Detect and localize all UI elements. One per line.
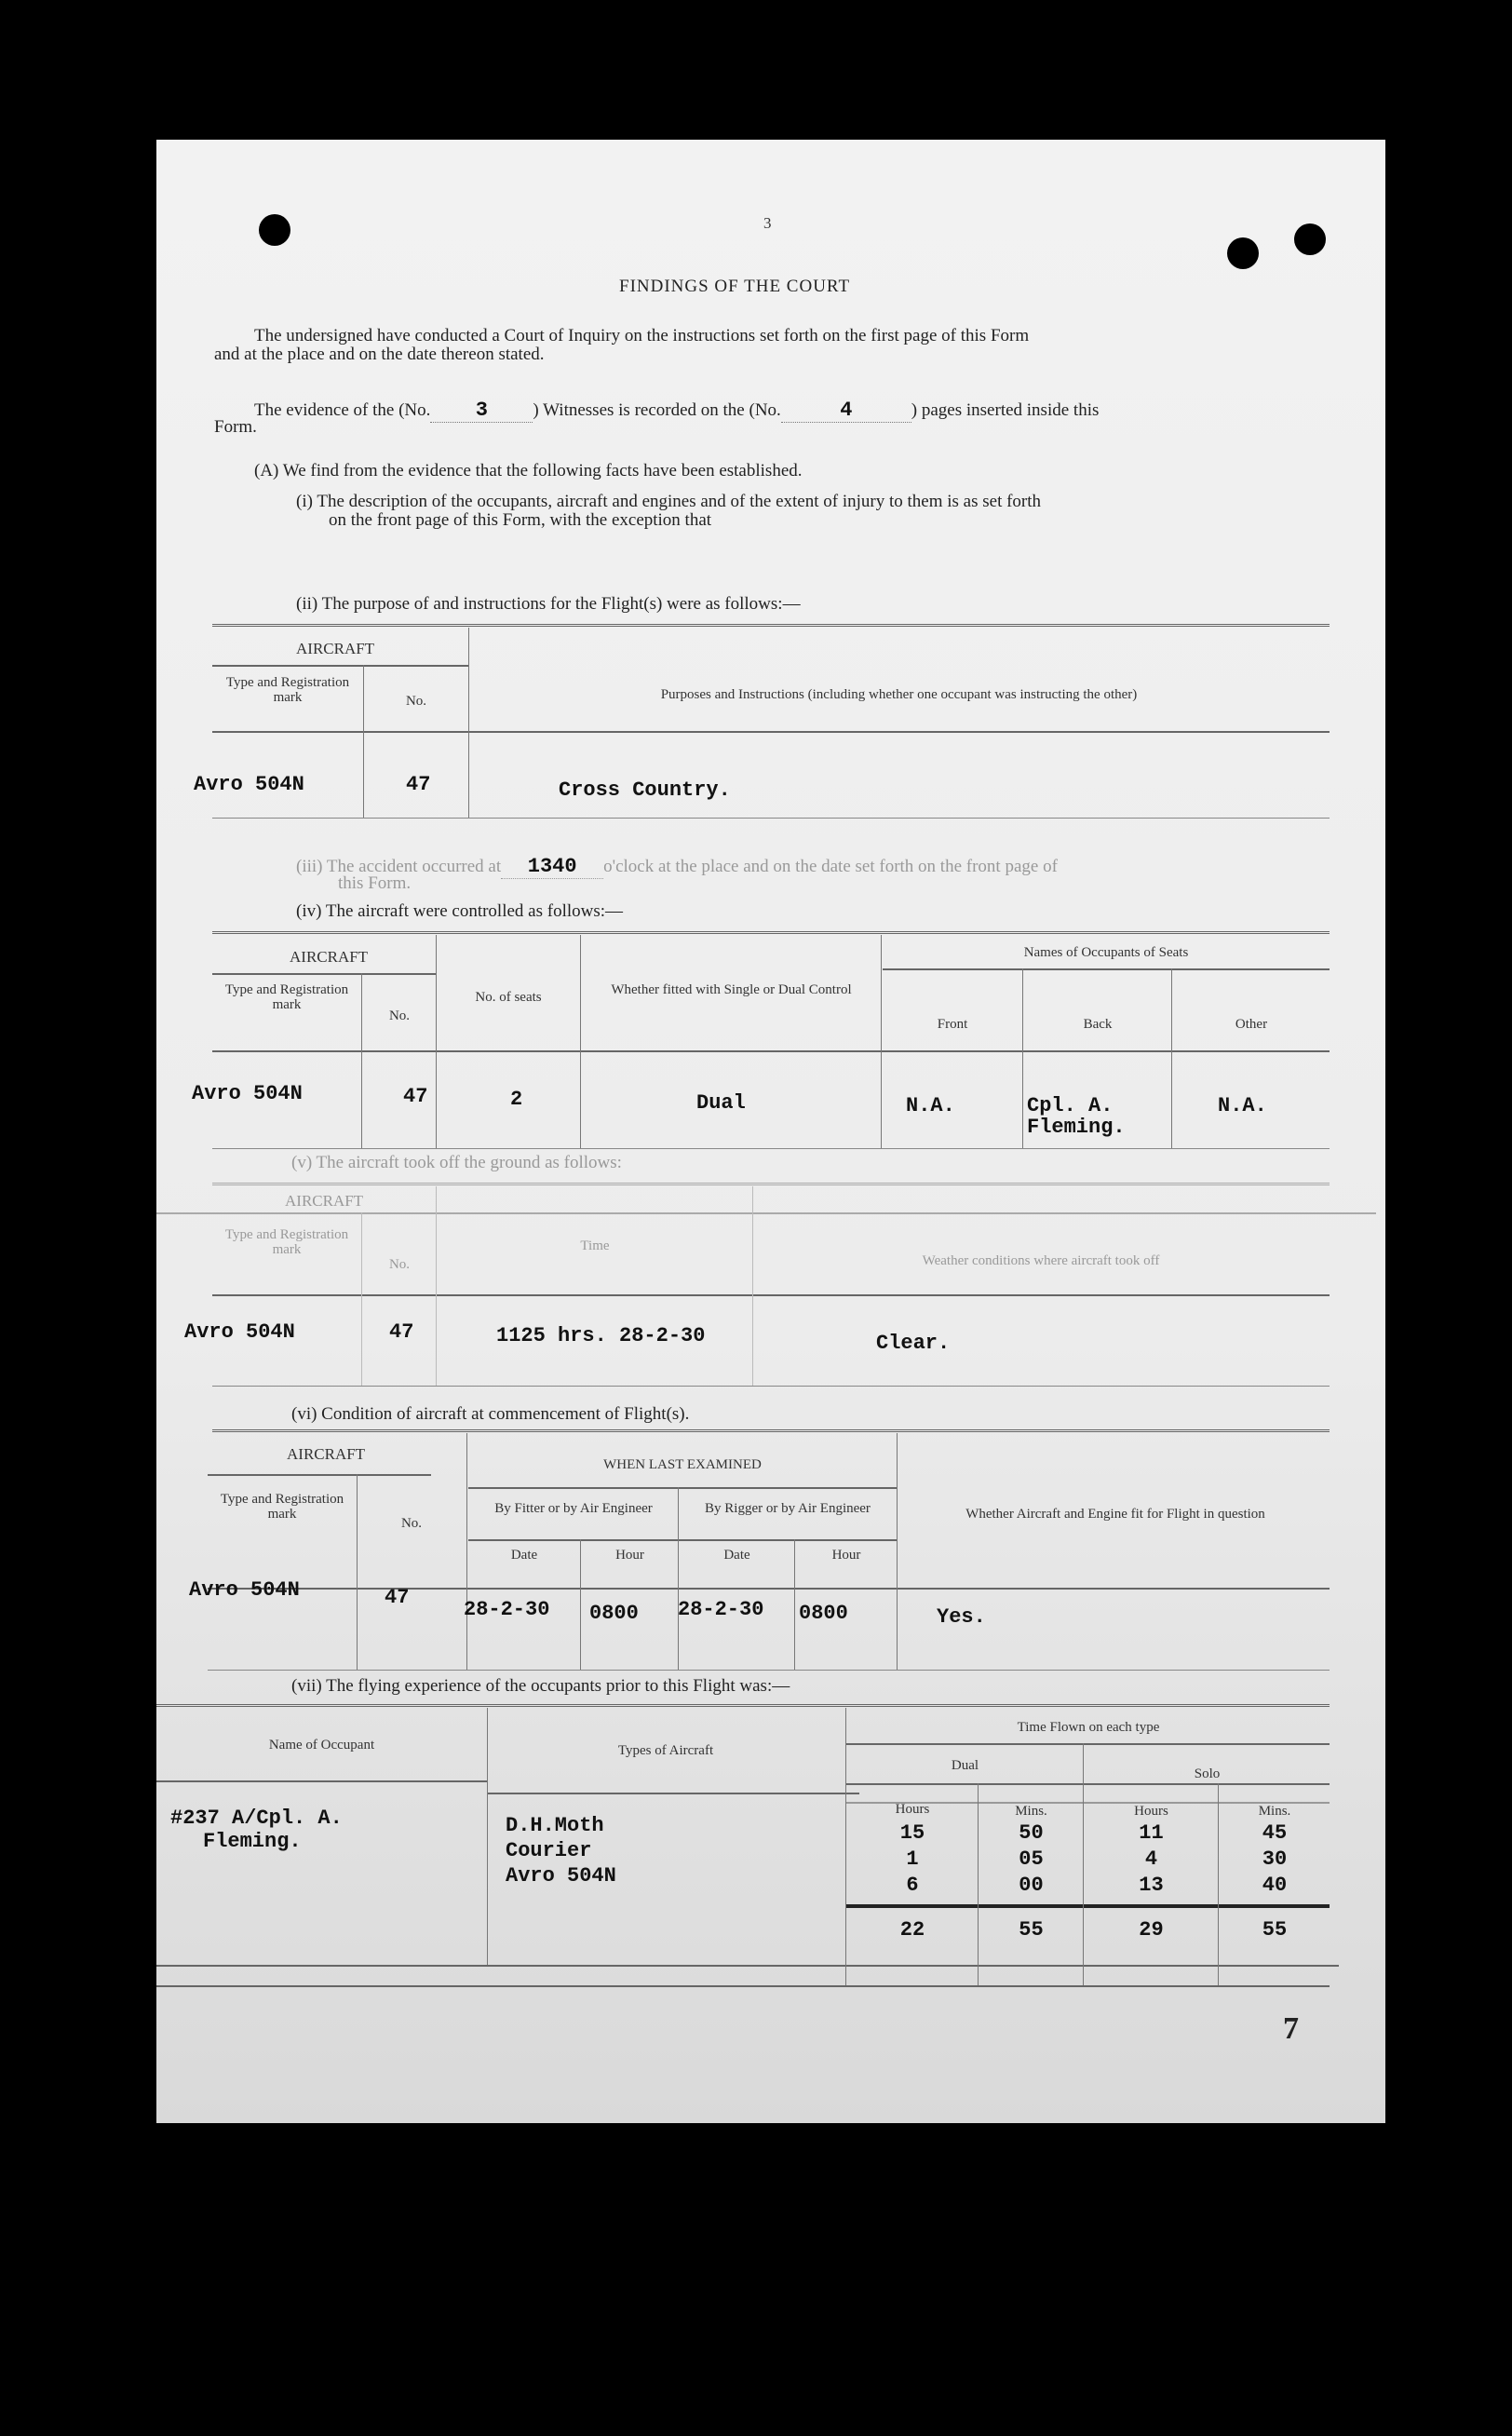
- solo-mins: 45: [1262, 1821, 1288, 1845]
- mins-header: Mins.: [1258, 1804, 1291, 1819]
- cell-type: Avro 504N: [192, 1082, 303, 1105]
- intro-text: and at the place and on the date thereon stated.: [214, 345, 545, 364]
- cell-fitter-date: 28-2-30: [464, 1598, 550, 1621]
- solo-hours: 11: [1139, 1821, 1164, 1845]
- other-header: Other: [1235, 1017, 1268, 1032]
- form-page: [156, 140, 1385, 2123]
- names-header: Names of Occupants of Seats: [1023, 945, 1189, 960]
- hours-header: Hours: [895, 1802, 930, 1817]
- occupant-name: #237 A/Cpl. A.: [170, 1807, 343, 1830]
- dual-header: Dual: [951, 1758, 979, 1773]
- solo-mins: 30: [1262, 1847, 1288, 1871]
- dual-hours: 1: [906, 1847, 919, 1871]
- date-header: Date: [723, 1548, 750, 1563]
- form-title: FINDINGS OF THE COURT: [619, 277, 851, 296]
- name-header: Name of Occupant: [268, 1738, 375, 1753]
- cell-no: 47: [403, 1085, 428, 1108]
- total-solo-mins: 55: [1262, 1918, 1288, 1942]
- hour-header: Hour: [831, 1548, 861, 1563]
- dual-mins: 00: [1019, 1874, 1044, 1897]
- item-iii-text: this Form.: [338, 873, 412, 893]
- punch-hole: [259, 214, 290, 246]
- cell-control: Dual: [696, 1091, 746, 1115]
- aircraft-header: AIRCRAFT: [290, 948, 369, 966]
- witness-count: 3: [475, 399, 488, 422]
- dual-hours: 15: [899, 1821, 925, 1845]
- cell-no: 47: [385, 1586, 410, 1609]
- item-iii-text: (iii) The accident occurred at: [296, 857, 502, 876]
- no-header: No.: [405, 694, 427, 709]
- evidence-line: [254, 399, 1099, 423]
- item-vi: (vi) Condition of aircraft at commencement of Flight(s).: [291, 1404, 690, 1424]
- front-header: Front: [937, 1017, 968, 1032]
- back-header: Back: [1083, 1017, 1113, 1032]
- cell-fit: Yes.: [937, 1605, 986, 1629]
- pages-count: 4: [840, 399, 853, 422]
- purpose-header: Purposes and Instructions (including whether one occupant was instructing the other): [660, 687, 1138, 702]
- item-v: (v) The aircraft took off the ground as follows:: [291, 1153, 622, 1172]
- accident-time: 1340: [527, 855, 577, 878]
- solo-mins: 40: [1262, 1874, 1288, 1897]
- cell-seats: 2: [510, 1088, 523, 1111]
- cell-time: 1125 hrs. 28-2-30: [496, 1324, 706, 1347]
- solo-hours: 13: [1139, 1874, 1164, 1897]
- cell-front: N.A.: [906, 1094, 955, 1117]
- cell-rigger-hour: 0800: [799, 1602, 848, 1625]
- aircraft-type: D.H.Moth: [506, 1814, 604, 1837]
- cell-fitter-hour: 0800: [589, 1602, 639, 1625]
- intro-text: The undersigned have conducted a Court of Inquiry on the instructions set forth on the first page of this Form: [254, 326, 1030, 345]
- dual-mins: 05: [1019, 1847, 1044, 1871]
- evidence-text: Form.: [214, 417, 257, 437]
- evidence-text: ) Witnesses is recorded on the (No.: [533, 400, 781, 420]
- time-flown-header: Time Flown on each type: [1017, 1720, 1160, 1735]
- total-dual-mins: 55: [1019, 1918, 1044, 1942]
- punch-hole: [1227, 237, 1259, 269]
- item-i: (i) The description of the occupants, aircraft and engines and of the extent of injury to them is as set forth: [296, 492, 1042, 511]
- hours-header: Hours: [1134, 1804, 1168, 1819]
- footer-page-number: 7: [1283, 2011, 1299, 2046]
- seats-header: No. of seats: [475, 990, 542, 1005]
- dual-hours: 6: [906, 1874, 919, 1897]
- aircraft-type: Courier: [506, 1839, 592, 1862]
- item-i: on the front page of this Form, with the exception that: [329, 510, 712, 530]
- dual-mins: 50: [1019, 1821, 1044, 1845]
- total-solo-hours: 29: [1139, 1918, 1164, 1942]
- cell-rigger-date: 28-2-30: [678, 1598, 764, 1621]
- cell-type: Avro 504N: [189, 1578, 300, 1602]
- cell-purpose: Cross Country.: [559, 778, 731, 802]
- occupant-name: Fleming.: [203, 1830, 302, 1853]
- aircraft-header: AIRCRAFT: [287, 1445, 366, 1463]
- cell-type: Avro 504N: [184, 1320, 295, 1344]
- aircraft-type: Avro 504N: [506, 1864, 616, 1888]
- cell-no: 47: [406, 773, 431, 796]
- total-dual-hours: 22: [899, 1918, 925, 1942]
- mins-header: Mins.: [1015, 1804, 1047, 1819]
- fitter-header: By Fitter or by Air Engineer: [494, 1501, 653, 1516]
- cell-back: Fleming.: [1027, 1116, 1126, 1139]
- item-iii-text: o'clock at the place and on the date set forth on the front page of: [603, 857, 1058, 876]
- date-header: Date: [510, 1548, 538, 1563]
- cell-back: Cpl. A.: [1027, 1094, 1114, 1117]
- solo-hours: 4: [1144, 1847, 1158, 1871]
- types-header: Types of Aircraft: [617, 1743, 714, 1758]
- no-header: No.: [400, 1516, 423, 1531]
- type-header: Type and Registration mark: [220, 1492, 344, 1522]
- aircraft-header: AIRCRAFT: [285, 1192, 364, 1210]
- aircraft-header: AIRCRAFT: [296, 640, 375, 657]
- time-header: Time: [580, 1238, 610, 1253]
- evidence-text: The evidence of the (No.: [254, 400, 431, 420]
- punch-hole: [1294, 223, 1326, 255]
- cell-weather: Clear.: [876, 1332, 951, 1355]
- type-header: Type and Registration mark: [224, 1227, 349, 1257]
- section-a: (A) We find from the evidence that the following facts have been established.: [254, 461, 803, 480]
- fit-header: Whether Aircraft and Engine fit for Flight in question: [965, 1507, 1265, 1522]
- type-header: Type and Registration mark: [224, 982, 349, 1012]
- cell-other: N.A.: [1218, 1094, 1267, 1117]
- weather-header: Weather conditions where aircraft took off: [922, 1253, 1160, 1268]
- no-header: No.: [388, 1257, 411, 1272]
- when-examined-header: WHEN LAST EXAMINED: [603, 1457, 762, 1472]
- cell-no: 47: [389, 1320, 414, 1344]
- type-header: Type and Registration mark: [225, 675, 350, 705]
- solo-header: Solo: [1194, 1766, 1221, 1781]
- control-header: Whether fitted with Single or Dual Control: [611, 982, 852, 997]
- item-ii: (ii) The purpose of and instructions for the Flight(s) were as follows:—: [296, 594, 801, 614]
- hour-header: Hour: [615, 1548, 644, 1563]
- evidence-text: ) pages inserted inside this: [911, 400, 1100, 420]
- item-iv: (iv) The aircraft were controlled as follows:—: [296, 901, 624, 921]
- item-vii: (vii) The flying experience of the occupants prior to this Flight was:—: [291, 1676, 790, 1696]
- no-header: No.: [388, 1008, 411, 1023]
- page-number: 3: [763, 214, 772, 232]
- rigger-header: By Rigger or by Air Engineer: [705, 1501, 871, 1516]
- cell-type: Avro 504N: [194, 773, 304, 796]
